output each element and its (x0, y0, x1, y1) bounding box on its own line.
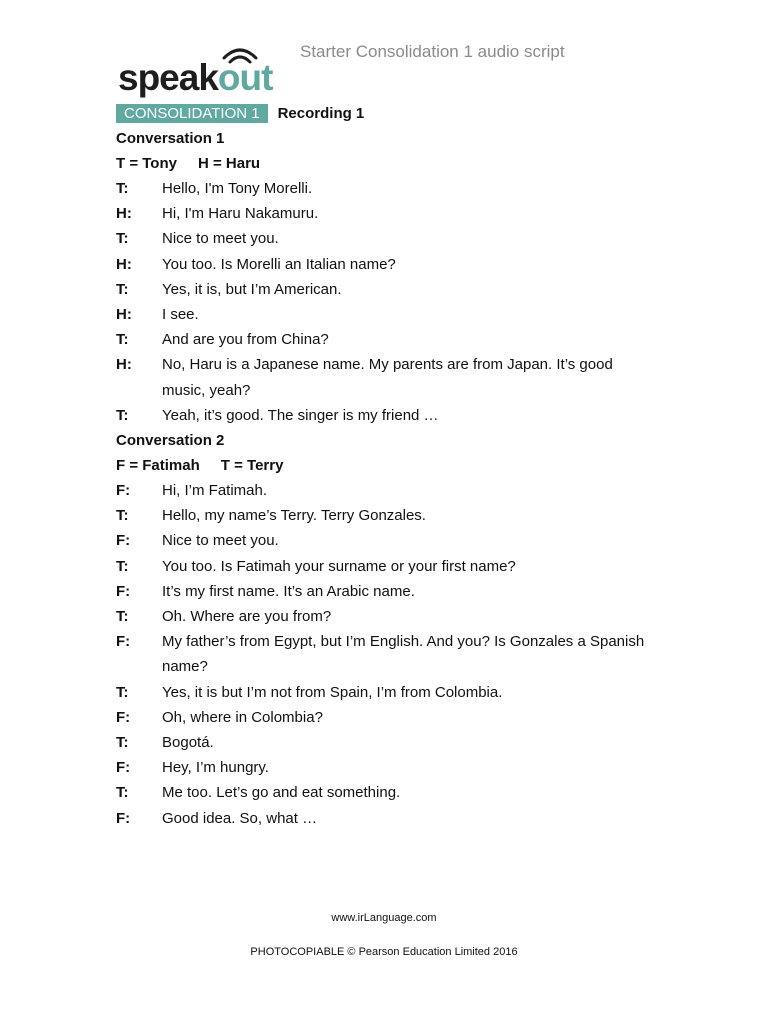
utterance-text: You too. Is Morelli an Italian name? (162, 255, 396, 273)
utterance-text: Hello, I'm Tony Morelli. (162, 180, 313, 197)
recording-label: Recording 1 (277, 105, 365, 122)
speakout-logo-graphic (116, 44, 296, 100)
script-line (116, 226, 656, 251)
utterance-text: Oh. Where are you from? (162, 608, 332, 626)
utterance-text: Hi, I’m Fatimah. (162, 482, 268, 500)
speaker-label: F: (116, 582, 131, 600)
script-line (116, 780, 656, 805)
conversation-title: Conversation 1 (116, 130, 225, 147)
speaker-label: F: (116, 759, 131, 777)
script-line (116, 579, 656, 604)
script-line (116, 252, 656, 277)
utterance-text: Nice to meet you. (162, 532, 279, 550)
speaker-label: T: (116, 331, 129, 349)
cast-member: F = Fatimah (116, 457, 200, 475)
utterance-text: Hi, I'm Haru Nakamuru. (162, 205, 319, 223)
utterance-text: It’s my first name. It’s an Arabic name. (162, 582, 415, 600)
speaker-label: F: (116, 633, 131, 651)
script-line (116, 730, 656, 755)
cast-list (116, 453, 656, 478)
utterance-text: Oh, where in Colombia? (162, 708, 323, 726)
script-line (116, 403, 656, 428)
utterance-text: Yes, it is but I’m not from Spain, I’m from Colombia. (162, 683, 503, 701)
speaker-label: H: (116, 356, 132, 374)
cast-list (116, 151, 656, 176)
cast-member: T = Tony (116, 155, 177, 172)
speaker-label: T: (116, 557, 129, 575)
speaker-label: F: (116, 532, 131, 550)
speaker-label: H: (116, 306, 132, 324)
utterance-text: Nice to meet you. (162, 230, 279, 248)
script-line (116, 176, 656, 201)
conversation-2 (116, 428, 656, 831)
speaker-label: H: (116, 255, 132, 273)
script-line (116, 680, 656, 705)
utterance-text: Hey, I’m hungry. (162, 759, 269, 777)
script-line (116, 201, 656, 226)
document-title: Starter Consolidation 1 audio script (300, 42, 565, 61)
script-line (116, 327, 656, 352)
utterance-text: Good idea. So, what … (162, 809, 318, 827)
speaker-label: T: (116, 280, 129, 298)
audio-script (116, 126, 656, 831)
utterance-text: Me too. Let’s go and eat something. (162, 784, 401, 802)
utterance-text: Hello, my name’s Terry. Terry Gonzales. (162, 507, 426, 525)
utterance-text: You too. Is Fatimah your surname or your first name? (162, 557, 516, 575)
cast-member: T = Terry (220, 457, 284, 475)
utterance-text: I see. (162, 306, 199, 324)
speaker-label: T: (116, 180, 129, 197)
script-line (116, 705, 656, 730)
utterance-text: Yes, it is, but I’m American. (162, 280, 342, 298)
script-line (116, 629, 656, 679)
script-line (116, 302, 656, 327)
svg-text:speakout: speakout (118, 57, 273, 98)
script-line (116, 503, 656, 528)
script-line (116, 352, 656, 402)
utterance-text: Bogotá. (162, 734, 214, 752)
speaker-label: T: (116, 406, 129, 424)
script-line (116, 478, 656, 503)
speaker-label: F: (116, 482, 131, 500)
speaker-label: T: (116, 230, 129, 248)
utterance-text: No, Haru is a Japanese name. My parents are from Japan. It’s good music, yeah? (162, 356, 613, 399)
footer-url[interactable]: www.irLanguage.com (331, 912, 437, 924)
script-line (116, 755, 656, 780)
speaker-label: T: (116, 507, 129, 525)
speaker-label: F: (116, 809, 131, 827)
section-heading (116, 104, 364, 123)
cast-member: H = Haru (197, 155, 261, 172)
script-line (116, 604, 656, 629)
conversation-1 (116, 126, 656, 428)
script-line (116, 806, 656, 831)
speaker-label: T: (116, 784, 129, 802)
speaker-label: F: (116, 708, 131, 726)
utterance-text: My father’s from Egypt, but I’m English. And you? Is Gonzales a Spanish name? (162, 633, 645, 676)
utterance-text: Yeah, it’s good. The singer is my friend … (162, 406, 439, 424)
script-line (116, 554, 656, 579)
script-line (116, 277, 656, 302)
speaker-label: H: (116, 205, 132, 223)
utterance-text: And are you from China? (162, 331, 329, 349)
speaker-label: T: (116, 683, 129, 701)
speaker-label: T: (116, 734, 129, 752)
footer-copyright: PHOTOCOPIABLE © Pearson Education Limited 2016 (250, 946, 518, 958)
script-line (116, 528, 656, 553)
speakout-logo (116, 44, 296, 100)
conversation-title: Conversation 2 (116, 432, 225, 450)
section-badge: CONSOLIDATION 1 (116, 104, 268, 123)
speaker-label: T: (116, 608, 129, 626)
